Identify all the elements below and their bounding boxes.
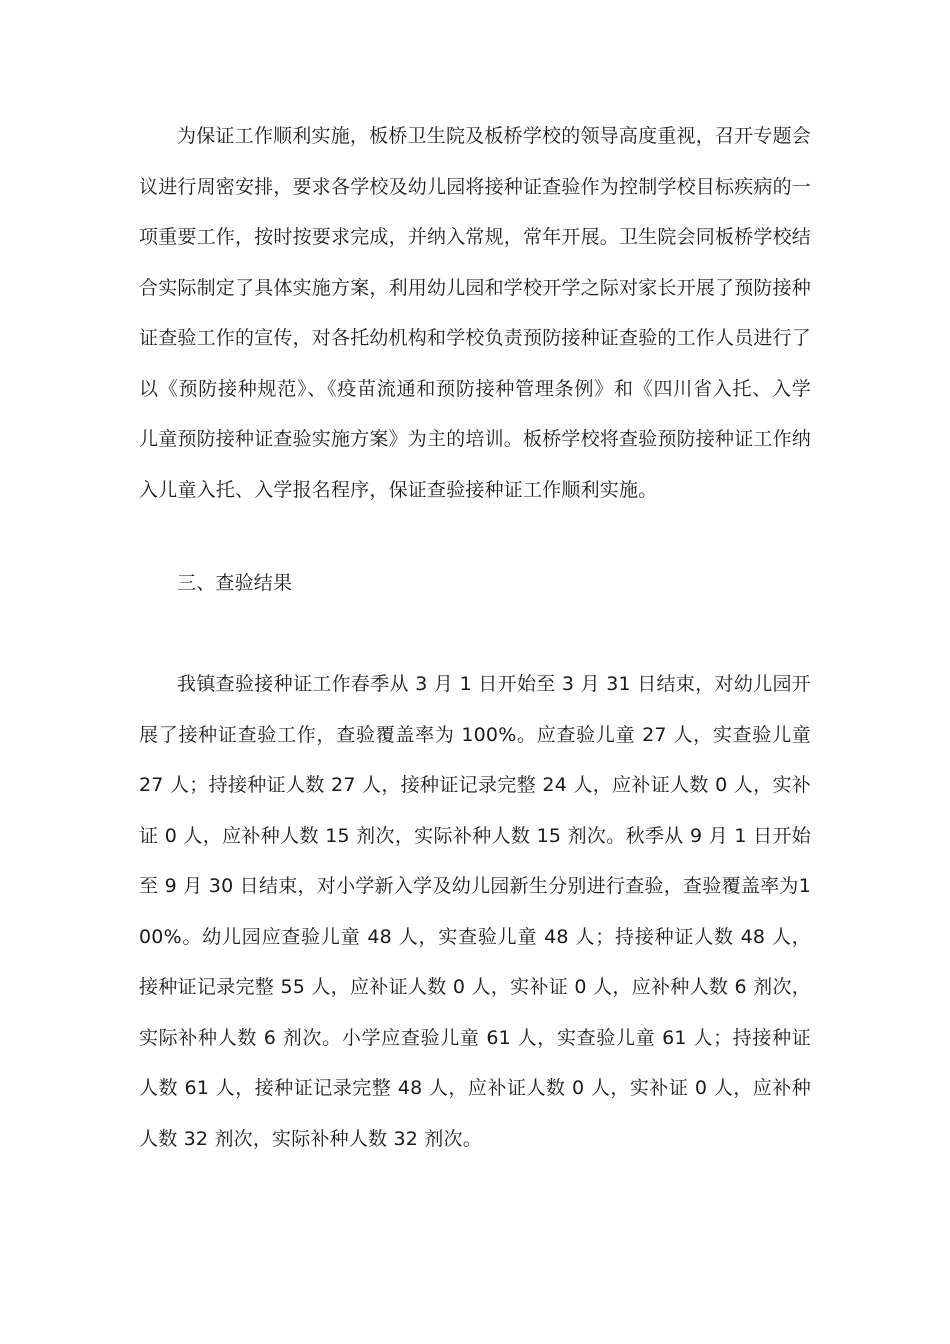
body-paragraph: 为保证工作顺利实施，板桥卫生院及板桥学校的领导高度重视，召开专题会议进行周密安排，要求各学校及幼儿园将接种证查验作为控制学校目标疾病的一项重要工作，按时按要求完成，并纳入常规，常年开展。卫生院会同板桥学校结合实际制定了具体实施方案，利用幼儿园和学校开学之际对家长开展了预防接种证查验工作的宣传，对各托幼机构和学校负责预防接种证查验的工作人员进行了以《预防接种规范》、《疫苗流通和预防接种管理条例》和《四川省入托、入学儿童预防接种证查验实施方案》为主的培训。板桥学校将查验预防接种证工作纳入儿童入托、入学报名程序，保证查验接种证工作顺利实施。 [139,125,812,501]
section-heading: 三、查验结果 [177,572,293,594]
body-paragraph: 我镇查验接种证工作春季从 3 月 1 日开始至 3 月 31 日结束，对幼儿园开展了接种证查验工作，查验覆盖率为 100%。应查验儿童 27 人，实查验儿童 27 人；持接种证人数 27 人，接种证记录完整 24 人，应补证人数 0 人，实补证 0 人，应补种人数 15 剂次，实际补种人数 15 剂次。秋季从 9 月 1 日开始至 9 月 30 日结束，对小学新入学及幼儿园新生分别进行查验，查验覆盖率为100%。幼儿园应查验儿童 48 人，实查验儿童 48 人；持接种证人数 48 人，接种证记录完整 55 人，应补证人数 0 人，实补证 0 人，应补种人数 6 剂次，实际补种人数 6 剂次。小学应查验儿童 61 人，实查验儿童 61 人；持接种证人数 61 人，接种证记录完整 48 人，应补证人数 0 人，实补证 0 人，应补种人数 32 剂次，实际补种人数 32 剂次。 [139,673,811,1150]
